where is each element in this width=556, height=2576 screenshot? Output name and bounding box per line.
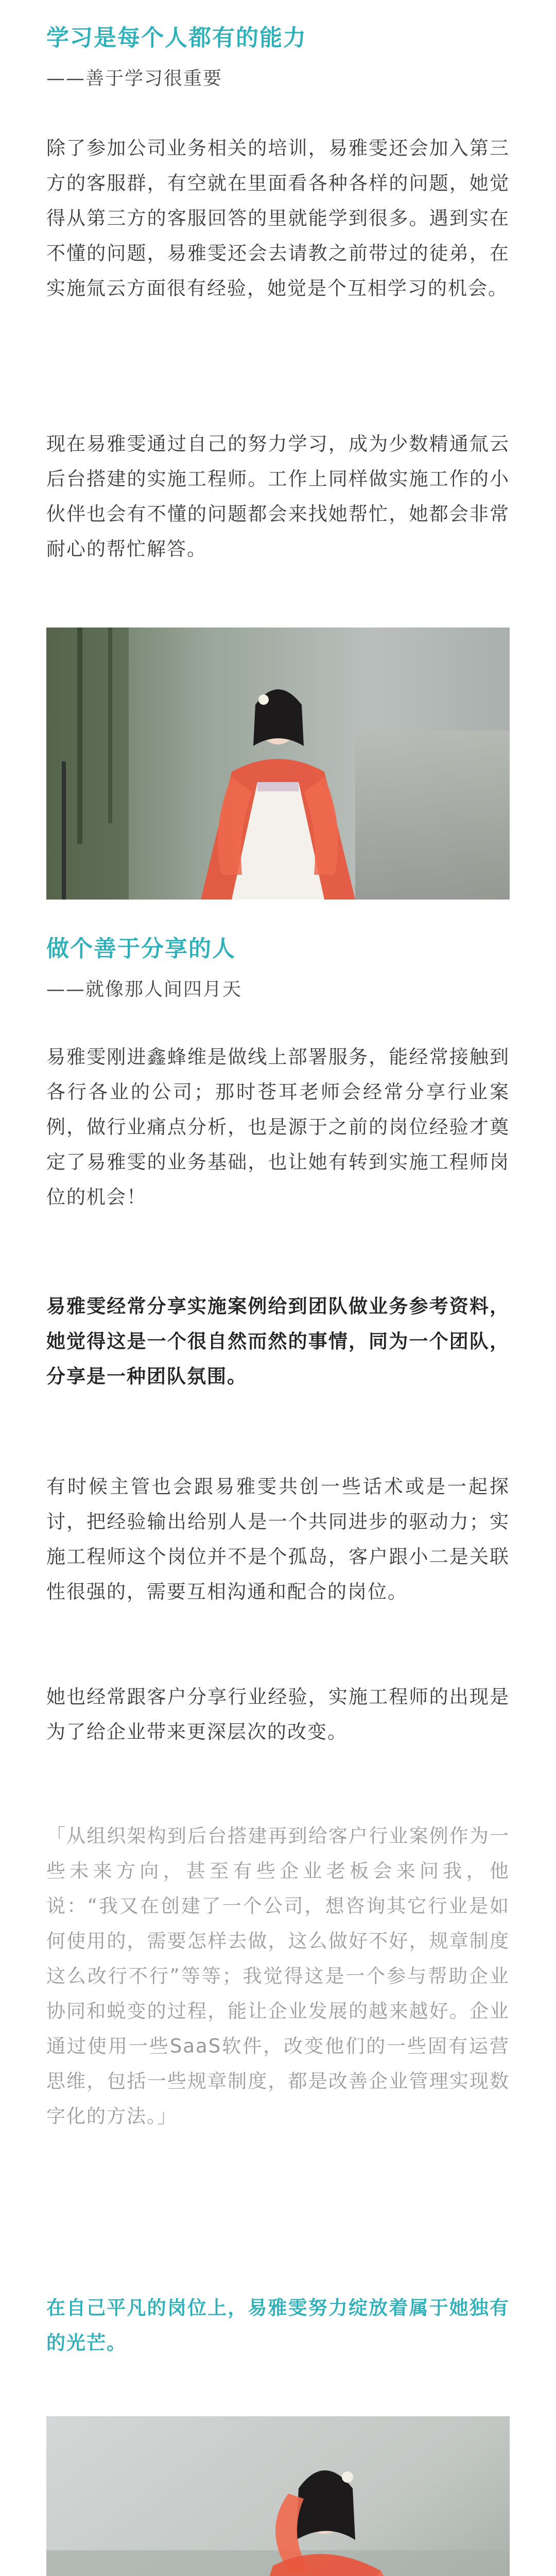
paragraph-sharing-1: 易雅雯刚进鑫蜂维是做线上部署服务，能经常接触到各行各业的公司；那时苍耳老师会经常分享行业案例，做行业痛点分析，也是源于之前的岗位经验才奠定了易雅雯的业务基础，也让她有转到实施工程师岗位的机会！ (46, 1046, 510, 1208)
section-subtitle-learning: ——善于学习很重要 (46, 68, 223, 89)
section-title-learning: 学习是每个人都有的能力 (46, 25, 307, 51)
portrait-photo-1-illustration (46, 628, 510, 900)
section-subtitle-sharing: ——就像那人间四月天 (46, 979, 242, 1000)
quote-block: 「从组织架构到后台搭建再到给客户行业案例作为一些未来方向，甚至有些企业老板会来问我，他说：“我又在创建了一个公司，想咨询其它行业是如何使用的，需要怎样去做，这么做好不好，规章制度这么改行不行”等等；我觉得这是一个参与帮助企业协同和蜕变的过程，能让企业发展的越来越好。企业通过使用一些SaaS软件，改变他们的一些固有运营思维，包括一些规章制度，都是改善企业管理实现数字化的方法。」 (46, 1825, 510, 2127)
section-title-sharing: 做个善于分享的人 (46, 936, 236, 962)
paragraph-sharing-3: 有时候主管也会跟易雅雯共创一些话术或是一起探讨，把经验输出给别人是一个共同进步的驱动力；实施工程师这个岗位并不是个孤岛，客户跟小二是关联性很强的，需要互相沟通和配合的岗位。 (46, 1476, 510, 1603)
paragraph-learning-2: 现在易雅雯通过自己的努力学习，成为少数精通氚云后台搭建的实施工程师。工作上同样做实施工作的小伙伴也会有不懂的问题都会来找她帮忙，她都会非常耐心的帮忙解答。 (46, 433, 510, 560)
paragraph-learning-1: 除了参加公司业务相关的培训，易雅雯还会加入第三方的客服群，有空就在里面看各种各样的问题，她觉得从第三方的客服回答的里就能学到很多。遇到实在不懂的问题，易雅雯还会去请教之前带过的徒弟，在实施氚云方面很有经验，她觉是个互相学习的机会。 (46, 137, 510, 299)
portrait-photo-1 (46, 628, 510, 900)
portrait-photo-2 (46, 2416, 510, 2576)
highlight-text: 在自己平凡的岗位上，易雅雯努力绽放着属于她独有的光芒。 (46, 2297, 510, 2354)
portrait-photo-2-illustration (46, 2416, 510, 2576)
paragraph-sharing-2-bold: 易雅雯经常分享实施案例给到团队做业务参考资料，她觉得这是一个很自然而然的事情，同为一个团队，分享是一种团队氛围。 (46, 1295, 510, 1387)
paragraph-sharing-4: 她也经常跟客户分享行业经验，实施工程师的出现是为了给企业带来更深层次的改变。 (46, 1686, 510, 1743)
